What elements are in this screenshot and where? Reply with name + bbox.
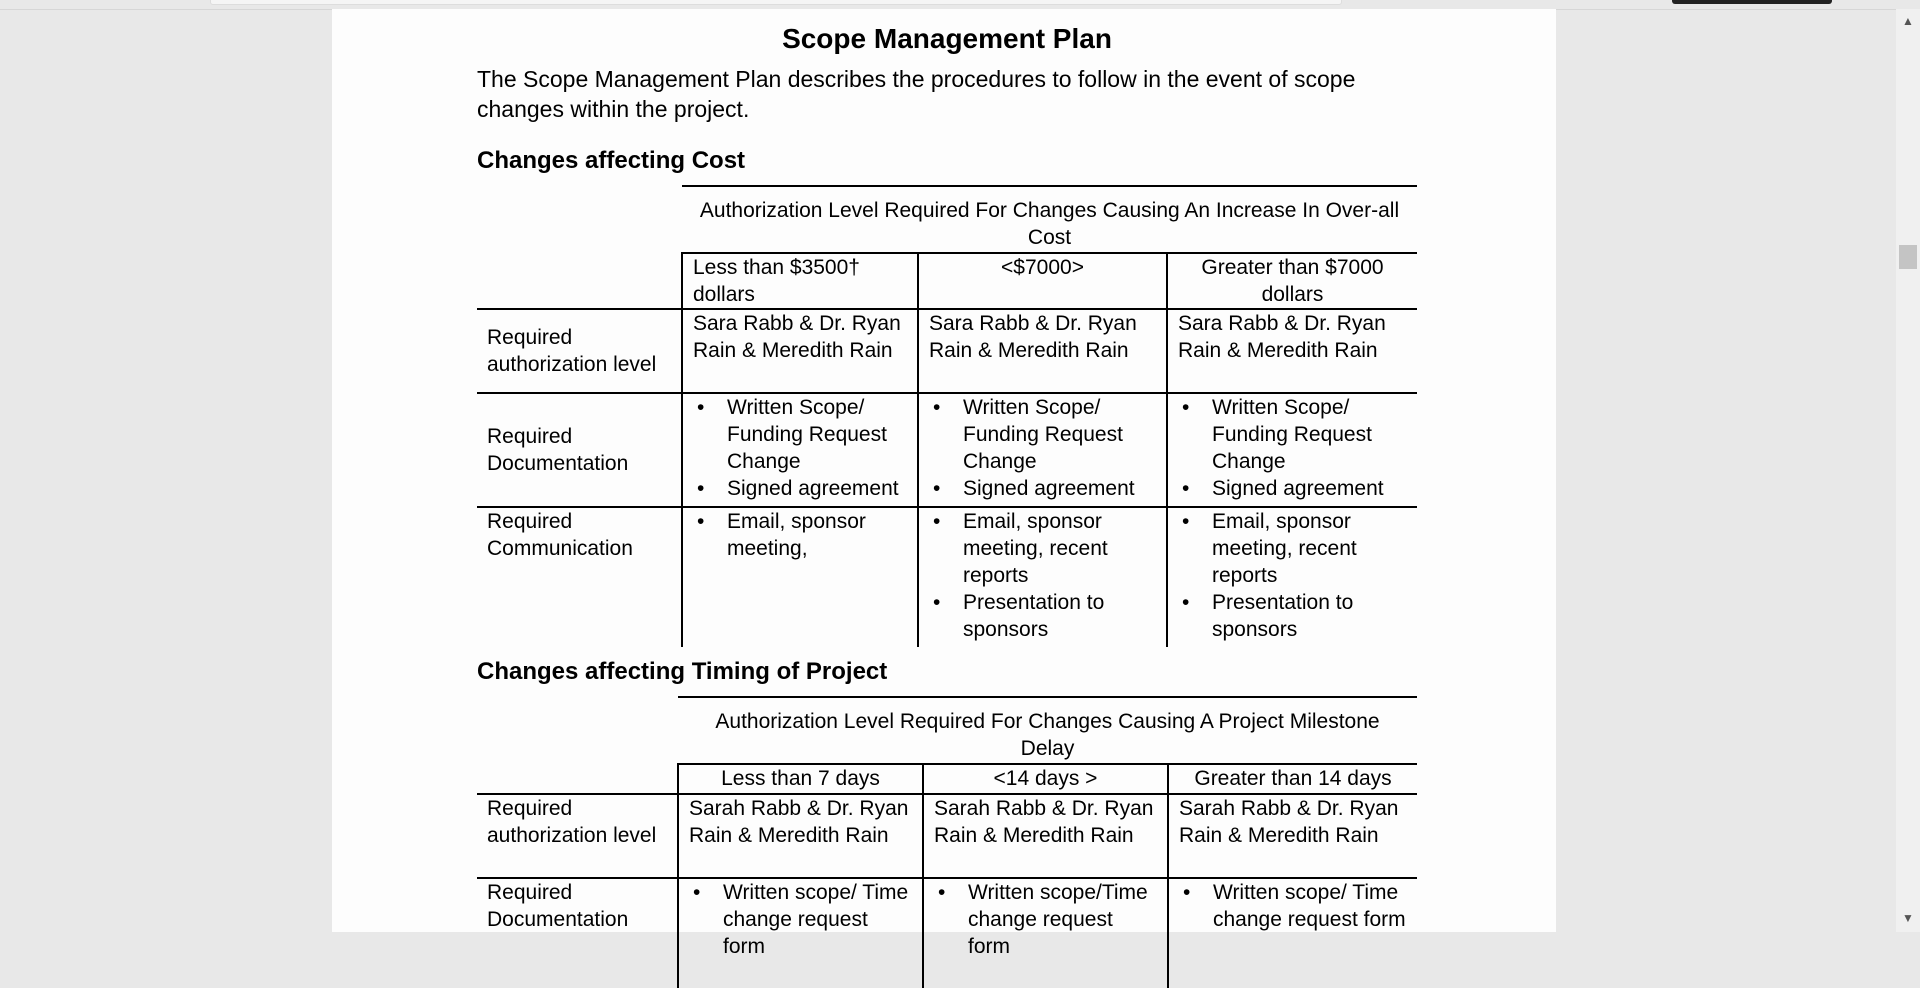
timing-section-heading: Changes affecting Timing of Project	[477, 658, 888, 685]
table-cell	[1168, 878, 1417, 988]
table-cell	[918, 507, 1167, 647]
table-cell	[1167, 507, 1417, 647]
cost-table-corner	[477, 186, 682, 253]
bullet-item: • Signed agreement	[693, 475, 907, 502]
toolbar-tab-edge	[210, 0, 1342, 5]
table-cell	[682, 393, 918, 507]
row-label: Required Documentation	[477, 393, 682, 507]
table-cell: Sarah Rabb & Dr. Ryan Rain & Meredith Rain	[923, 794, 1168, 878]
row-label: Required Communication	[477, 507, 682, 647]
table-cell	[682, 507, 918, 647]
cost-table-corner-2	[477, 253, 682, 309]
timing-table-corner	[477, 697, 678, 764]
table-cell	[1167, 393, 1417, 507]
timing-col-header: Less than 7 days	[678, 764, 923, 794]
bullet-item: • Presentation to sponsors	[1178, 589, 1407, 643]
bullet-item: • Email, sponsor meeting, recent reports	[929, 508, 1156, 589]
bullet-item: • Signed agreement	[929, 475, 1156, 502]
row-label: Required authorization level	[477, 309, 682, 393]
intro-paragraph: The Scope Management Plan describes the procedures to follow in the event of scope changes within the project.	[477, 66, 1356, 122]
cost-col-header: <$7000>	[918, 253, 1167, 309]
bullet-item: • Presentation to sponsors	[929, 589, 1156, 643]
bullet-item: • Written Scope/ Funding Request Change	[1178, 394, 1407, 475]
table-cell: Sara Rabb & Dr. Ryan Rain & Meredith Rain	[682, 309, 918, 393]
bullet-item: • Email, sponsor meeting,	[693, 508, 907, 562]
table-cell	[918, 393, 1167, 507]
document-page	[332, 9, 1556, 958]
bullet-item: • Written scope/ Time change request form	[689, 879, 912, 960]
scrollbar-thumb[interactable]	[1899, 245, 1917, 269]
vertical-scrollbar[interactable]	[1896, 9, 1920, 932]
timing-col-header: <14 days >	[923, 764, 1168, 794]
cost-col-header: Greater than $7000 dollars	[1167, 253, 1417, 309]
row-label: Required authorization level	[477, 794, 678, 878]
table-cell: Sarah Rabb & Dr. Ryan Rain & Meredith Rain	[1168, 794, 1417, 878]
bullet-item: • Written scope/Time change request form	[934, 879, 1157, 960]
table-cell	[923, 878, 1168, 988]
bullet-item: • Signed agreement	[1178, 475, 1407, 502]
timing-table-corner-2	[477, 764, 678, 794]
bullet-item: • Email, sponsor meeting, recent reports	[1178, 508, 1407, 589]
timing-table-header: Authorization Level Required For Changes Causing A Project Milestone Delay	[678, 697, 1417, 764]
triangle-down-icon[interactable]: ▼	[1902, 911, 1914, 925]
toolbar-button-edge[interactable]	[1672, 0, 1832, 4]
row-label: Required Documentation	[477, 878, 678, 988]
cost-table-header: Authorization Level Required For Changes Causing An Increase In Over-all Cost	[682, 186, 1417, 253]
bullet-item: • Written scope/ Time change request form	[1179, 879, 1407, 933]
timing-table	[477, 696, 1417, 988]
table-cell	[678, 878, 923, 988]
table-cell: Sara Rabb & Dr. Ryan Rain & Meredith Rain	[918, 309, 1167, 393]
table-cell: Sara Rabb & Dr. Ryan Rain & Meredith Rain	[1167, 309, 1417, 393]
timing-col-header: Greater than 14 days	[1168, 764, 1417, 794]
bullet-item: • Written Scope/ Funding Request Change	[693, 394, 907, 475]
cost-table	[477, 185, 1417, 647]
table-cell: Sarah Rabb & Dr. Ryan Rain & Meredith Rain	[678, 794, 923, 878]
page-title: Scope Management Plan	[782, 23, 1112, 54]
cost-col-header: Less than $3500† dollars	[682, 253, 918, 309]
cost-section-heading: Changes affecting Cost	[477, 147, 746, 174]
bullet-item: • Written Scope/ Funding Request Change	[929, 394, 1156, 475]
triangle-up-icon[interactable]: ▲	[1902, 14, 1914, 28]
